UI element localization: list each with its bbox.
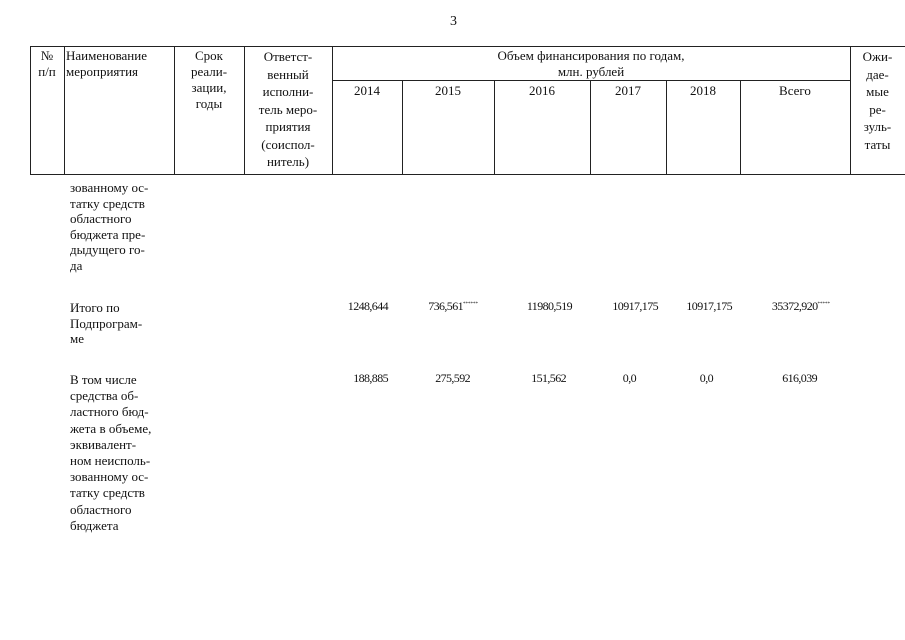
row-total-2017: 10917,175 (612, 299, 658, 313)
header-year-2014: 2014 (354, 83, 380, 98)
row-regional-name: В том числе средства об- ластного бюд- жета в объеме, эквивалент- ном неисполь- зованному ос- татку средств областного бюджета (70, 372, 152, 533)
row-regional-all: 616,039 (782, 371, 817, 385)
footnote-mark: ****** (463, 302, 478, 307)
row-total-name: Итого по Подпрограм- ме (70, 300, 143, 346)
header-responsible: Ответст- венный исполни- тель меро- приятия (соиспол- нитель) (258, 49, 318, 169)
row-total-2015: 736,561****** (428, 299, 478, 313)
header-total: Всего (779, 83, 811, 98)
row-total-2018: 10917,175 (686, 299, 732, 313)
header-bottom-border (30, 174, 905, 175)
continuation-text: зованному ос- татку средств областного бюджета пре- дыдущего го- да (70, 180, 149, 273)
row-regional-2018: 0,0 (699, 371, 713, 385)
row-regional-2014: 188,885 (353, 371, 388, 385)
header-no: № п/п (38, 48, 56, 79)
page-number: 3 (450, 14, 457, 29)
col-divider (64, 46, 65, 175)
footnote-mark: ***** (817, 302, 830, 307)
funding-subheader-line (332, 80, 850, 81)
header-funding-title: Объем финансирования по годам, млн. рублей (497, 48, 685, 79)
row-regional-2015: 275,592 (435, 371, 470, 385)
row-total-2016: 11980,519 (526, 299, 572, 313)
table-top-border (30, 46, 905, 47)
row-regional-2016: 151,562 (531, 371, 566, 385)
header-name: Наименование мероприятия (66, 48, 147, 79)
header-results: Ожи- дае- мые ре- зуль- таты (862, 49, 893, 152)
header-year-2015: 2015 (435, 83, 461, 98)
row-total-2014: 1248,644 (347, 299, 388, 313)
header-year-2017: 2017 (615, 83, 641, 98)
header-year-2016: 2016 (529, 83, 555, 98)
header-year-2018: 2018 (690, 83, 716, 98)
row-total-all: 35372,920***** (771, 299, 830, 313)
row-regional-2017: 0,0 (622, 371, 636, 385)
header-term: Срок реали- зации, годы (190, 48, 228, 111)
